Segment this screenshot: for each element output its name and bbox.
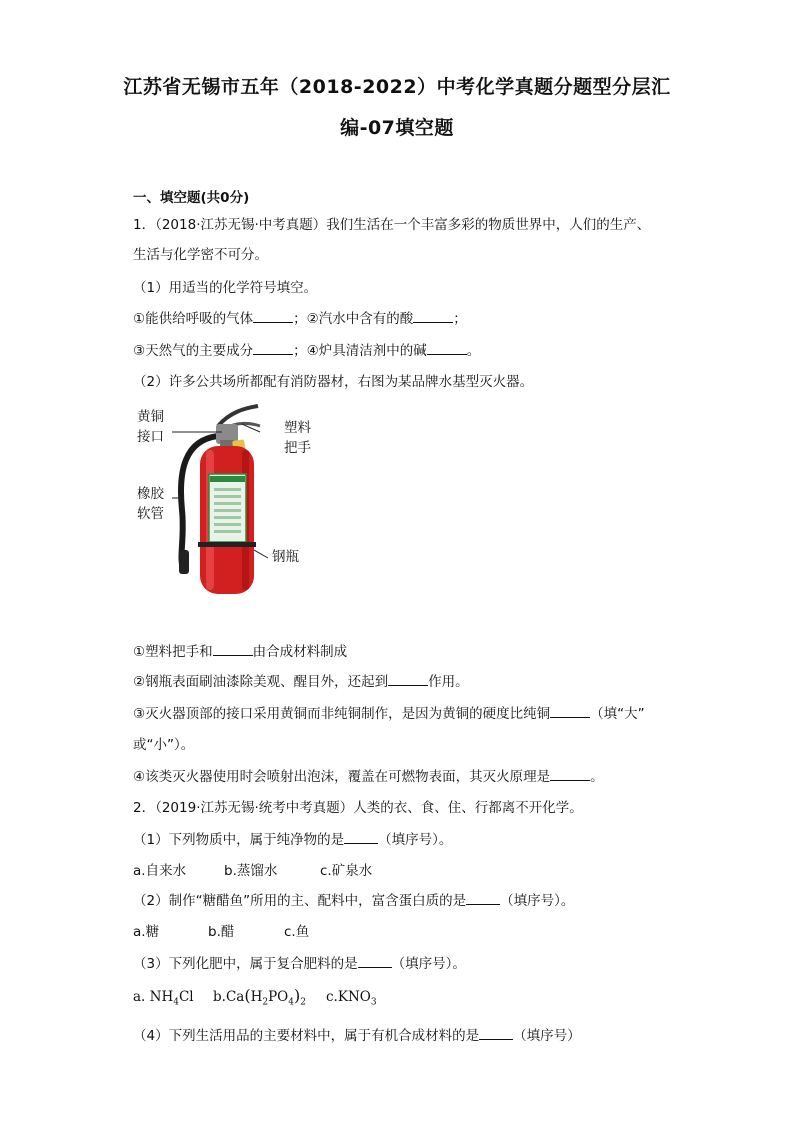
option-c[interactable]: c.鱼 [284,924,310,940]
q1-sub4-text: ④该类灭火器使用时会喷射出泡沫，覆盖在可燃物表面，其灭火原理是 [133,769,551,785]
q1-item-gas-text: ③天然气的主要成分 [133,343,254,359]
q1-item-acid-text: ；②汽水中含有的酸 [293,311,414,327]
paren: ) [293,986,301,1005]
answer-blank[interactable] [344,831,378,844]
q1-item-base-text: ；④炉具清洁剂中的碱 [293,343,427,359]
section-heading: 一、填空题(共0分) [133,190,250,206]
option-a[interactable]: a.糖 [133,924,160,940]
q2-part4-tail: （填序号） [513,1028,581,1044]
q1-sub1-tail: 由合成材料制成 [252,644,348,660]
option-b[interactable]: b.蒸馏水 [224,863,278,879]
formula-kno3: KNO [337,989,371,1005]
paren: ( [244,986,251,1005]
q2-part1-tail: （填序号）。 [378,832,453,848]
subscript: 2 [262,997,269,1008]
q2-part3-text: （3）下列化肥中，属于复合肥料的是 [133,956,358,972]
answer-blank[interactable] [427,342,467,355]
answer-blank[interactable] [388,673,428,686]
q1-stem-a: 1．（2018·江苏无锡·中考真题）我们生活在一个丰富多彩的物质世界中，人们的生产、 [133,217,651,233]
q2-part3-options[interactable] [133,986,377,1008]
option-a[interactable]: a.自来水 [133,863,187,879]
q1-part1-items-1 [133,307,467,327]
label-brass-line2: 接口 [137,429,164,445]
formula-ca: Ca [225,989,245,1005]
label-brass-connector [137,407,164,447]
q2-part1-options [133,859,372,879]
doc-title-line-2: 编-07填空题 [340,117,454,139]
label-steel-bottle: 钢瓶 [272,549,299,565]
label-plastic-handle [284,418,311,458]
q2-part2-text: （2）制作“糖醋鱼”所用的主、配料中，富含蛋白质的是 [133,893,467,909]
q1-sub1 [133,640,347,660]
q2-part3-tail: （填序号）。 [391,956,466,972]
q2-stem: 2．（2019·江苏无锡·统考中考真题）人类的衣、食、住、行都离不开化学。 [133,800,583,816]
label-rubber-line1: 橡胶 [137,486,164,502]
option-b[interactable] [213,986,326,1008]
q1-sub3 [133,702,645,722]
q2-part3 [133,952,466,972]
hose-nozzle [179,550,189,574]
q1-sub3-cont: 或“小”）。 [133,737,195,753]
answer-blank[interactable] [253,310,293,323]
label-plastic-line2: 把手 [284,440,311,456]
answer-blank[interactable] [550,768,590,781]
subscript: 3 [370,997,377,1008]
q1-sub2-text: ②钢瓶表面刷油漆除美观、醒目外，还起到 [133,674,389,690]
q1-sub3-text: ③灭火器顶部的接口采用黄铜而非纯铜制作，是因为黄铜的硬度比纯铜 [133,706,551,722]
option-c[interactable] [326,989,377,1008]
q1-part1: （1）用适当的化学符号填空。 [133,280,318,296]
subscript: 4 [173,997,179,1008]
q1-part2: （2）许多公共场所都配有消防器材，右图为某品牌水基型灭火器。 [133,374,534,390]
q1-sub2 [133,670,469,690]
q1-stem-b: 生活与化学密不可分。 [133,247,268,263]
formula-po: PO [268,989,289,1005]
q2-part2-options [133,920,309,940]
q2-part4 [133,1024,581,1044]
answer-blank[interactable] [358,955,392,968]
punct: ； [453,311,467,327]
punct: 。 [590,769,604,785]
punct: 。 [466,343,481,359]
option-b[interactable]: b.醋 [208,924,235,940]
q2-part4-text: （4）下列生活用品的主要材料中，属于有机合成材料的是 [133,1028,480,1044]
subscript: 2 [300,997,306,1008]
answer-blank[interactable] [479,1027,513,1040]
answer-blank[interactable] [413,310,453,323]
doc-title-line-1: 江苏省无锡市五年（2018-2022）中考化学真题分题型分层汇 [123,76,671,98]
label-rubber-hose [137,484,164,524]
q1-sub2-tail: 作用。 [428,674,469,690]
q1-item-oxygen-text: ①能供给呼吸的气体 [133,311,254,327]
q1-sub4 [133,765,604,785]
answer-blank[interactable] [213,643,253,656]
formula-nh4cl: NH [149,989,174,1005]
subscript: 4 [288,997,294,1008]
label-plastic-line1: 塑料 [284,420,311,436]
formula-cl: Cl [178,989,194,1005]
answer-blank[interactable] [550,705,590,718]
q2-part1 [133,828,452,848]
option-c-prefix: c. [326,989,338,1005]
q1-part1-items-2 [133,339,480,359]
q1-sub3-tail: （填“大” [590,706,645,722]
q1-sub1-text: ①塑料把手和 [133,644,213,660]
formula-h: H [250,989,263,1005]
q2-part2 [133,889,574,909]
option-b-prefix: b. [213,989,226,1005]
option-c[interactable]: c.矿泉水 [320,863,373,879]
label-rubber-line2: 软管 [137,506,164,522]
answer-blank[interactable] [466,892,500,905]
q2-part1-text: （1）下列物质中，属于纯净物的是 [133,832,345,848]
option-a-prefix: a. [133,989,146,1005]
answer-blank[interactable] [253,342,293,355]
hose-strap [198,542,256,547]
q2-part2-tail: （填序号）。 [500,893,575,909]
option-a[interactable] [133,989,213,1008]
label-brass-line1: 黄铜 [137,409,164,425]
